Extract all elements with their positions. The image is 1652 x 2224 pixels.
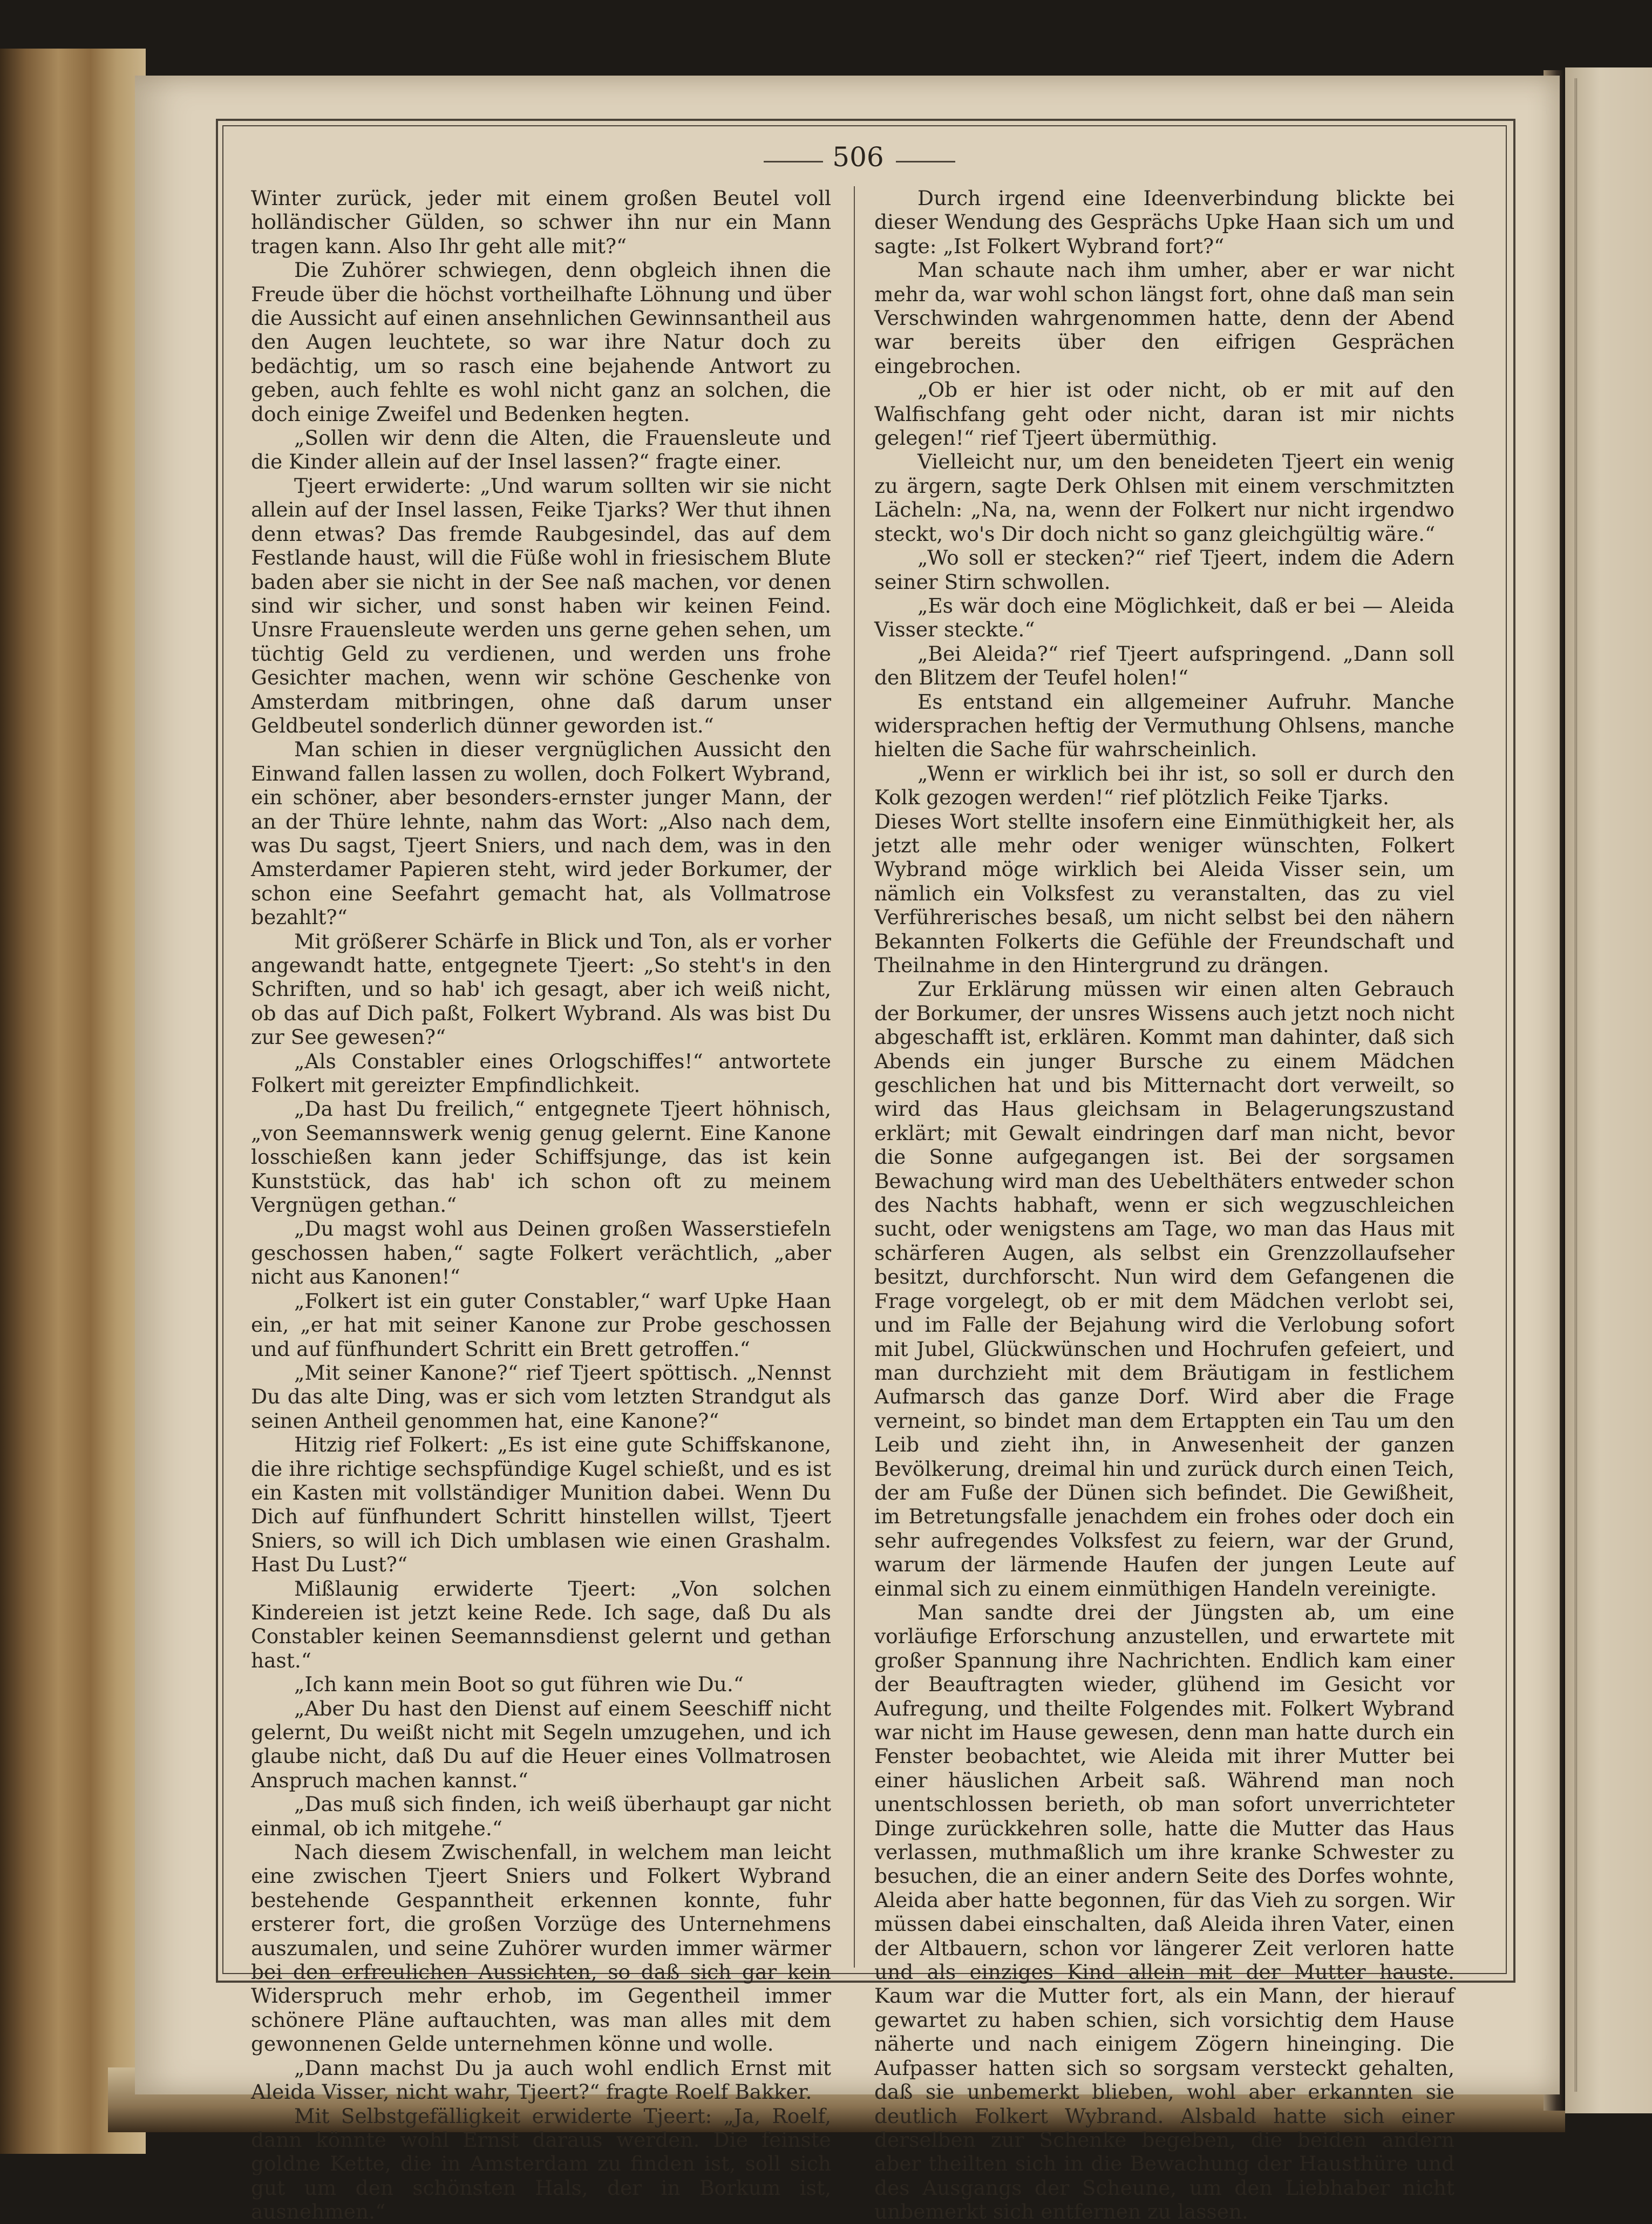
paragraph: „Als Constabler eines Orlogschiffes!“ antwortete Folkert mit gereizter Empfindlichkeit. <box>251 1049 831 1097</box>
paragraph: Dieses Wort stellte insofern eine Einmüthigkeit her, als jetzt alle mehr oder weniger wünschten, Folkert Wybrand möge wirklich bei Aleida Visser sein, um nämlich ein Volksfest zu veranstalten, das zu viel Verführerisches besaß, um nicht selbst bei den nähern Bekannten Folkerts die Gefühle der Freundschaft und Theilnahme in den Hintergrund zu drängen. <box>874 809 1454 977</box>
header-rule-left <box>764 161 823 162</box>
paragraph: „Bei Aleida?“ rief Tjeert aufspringend. „Dann soll den Blitzem der Teufel holen!“ <box>874 641 1454 690</box>
paragraph: Durch irgend eine Ideenverbindung blickte bei dieser Wendung des Gesprächs Upke Haan sich um und sagte: „Ist Folkert Wybrand fort?“ <box>874 186 1454 258</box>
paragraph: Vielleicht nur, um den beneideten Tjeert ein wenig zu ärgern, sagte Derk Ohlsen mit einem verschmitzten Lächeln: „Na, na, wenn der Folkert nur nicht irgendwo steckt, wo's Dir doch nicht so ganz gleichgültig wäre.“ <box>874 450 1454 546</box>
paragraph: Man schien in dieser vergnüglichen Aussicht den Einwand fallen lassen zu wollen, doch Folkert Wybrand, ein schöner, aber besonders-ernster junger Mann, der an der Thüre lehnte, nahm das Wort: „Also nach dem, was Du sagst, Tjeert Sniers, und nach dem, was in den Amsterdamer Papieren steht, wird jeder Borkumer, der schon eine Seefahrt gemacht hat, als Vollmatrose bezahlt?“ <box>251 737 831 930</box>
paragraph: „Folkert ist ein guter Constabler,“ warf Upke Haan ein, „er hat mit seiner Kanone zur Probe geschossen und auf fünfhundert Schritt ein Brett getroffen.“ <box>251 1289 831 1361</box>
paragraph: „Du magst wohl aus Deinen großen Wasserstiefeln geschossen haben,“ sagte Folkert verächtlich, „aber nicht aus Kanonen!“ <box>251 1217 831 1289</box>
paragraph: „Ich kann mein Boot so gut führen wie Du.“ <box>294 1672 744 1697</box>
paragraph: Mit größerer Schärfe in Blick und Ton, als er vorher angewandt hatte, entgegnete Tjeert: „So steht's in den Schriften, und so hab' ich gesagt, aber ich weiß nicht, ob das auf Dich paßt, Folkert Wybrand. Als was bist Du zur See gewesen?“ <box>251 929 831 1049</box>
paragraph: Man schaute nach ihm umher, aber er war nicht mehr da, war wohl schon längst fort, ohne daß man sein Verschwinden wahrgenommen hatte, denn der Abend war bereits über den eifrigen Gesprächen eingebrochen. <box>874 258 1454 378</box>
paragraph: Mit Selbstgefälligkeit erwiderte Tjeert: „Ja, Roelf, dann könnte wohl Ernst daraus werden. Die feinste goldne Kette, die in Amsterdam zu finden ist, soll sich gut um den schönsten Hals, der in Borkum ist, ausnehmen.“ <box>251 2104 831 2224</box>
paragraph: Es entstand ein allgemeiner Aufruhr. Manche widersprachen heftig der Vermuthung Ohlsens, manche hielten die Sache für wahrscheinlich. <box>874 689 1454 762</box>
facing-page <box>1565 67 1652 2113</box>
book-page-edges <box>0 49 146 2154</box>
right-column <box>874 186 1454 2224</box>
paragraph: Die Zuhörer schwiegen, denn obgleich ihnen die Freude über die höchst vortheilhafte Löhnung und über die Aussicht auf einen ansehnlichen Gewinnsantheil aus den Augen leuchtete, so war ihre Natur doch zu bedächtig, um so rasch eine bejahende Antwort zu geben, auch fehlte es wohl nicht ganz an solchen, die doch einige Zweifel und Bedenken hegten. <box>251 258 831 426</box>
paragraph: Nach diesem Zwischenfall, in welchem man leicht eine zwischen Tjeert Sniers und Folkert Wybrand bestehende Gespanntheit erkennen konnte, fuhr ersterer fort, die großen Vorzüge des Unternehmens auszumalen, und seine Zuhörer wurden immer wärmer bei den erfreulichen Aussichten, so daß sich gar kein Widerspruch mehr erhob, im Gegentheil immer schönere Pläne auftauchten, was man alles mit dem gewonnenen Gelde unternehmen könne und wolle. <box>251 1840 831 2056</box>
paragraph: „Wo soll er stecken?“ rief Tjeert, indem die Adern seiner Stirn schwollen. <box>874 546 1454 594</box>
facing-page-frame <box>1575 78 1652 2092</box>
left-column <box>251 186 831 2224</box>
paragraph: Mißlaunig erwiderte Tjeert: „Von solchen Kindereien ist jetzt keine Rede. Ich sage, daß Du als Constabler keinen Seemannsdienst gelernt und gethan hast.“ <box>251 1576 831 1672</box>
paragraph: Hitzig rief Folkert: „Es ist eine gute Schiffskanone, die ihre richtige sechspfündige Kugel schießt, und es ist ein Kasten mit vollständiger Munition dabei. Wenn Du Dich auf fünfhundert Schritt hinstellen willst, Tjeert Sniers, so will ich Dich umblasen wie einen Grashalm. Hast Du Lust?“ <box>251 1433 831 1577</box>
header-rule-right <box>896 161 955 162</box>
paragraph: „Dann machst Du ja auch wohl endlich Ernst mit Aleida Visser, nicht wahr, Tjeert?“ fragte Roelf Bakker. <box>251 2056 831 2104</box>
paragraph: „Aber Du hast den Dienst auf einem Seeschiff nicht gelernt, Du weißt nicht mit Segeln umzugehen, und ich glaube nicht, daß Du auf die Heuer eines Vollmatrosen Anspruch machen kannst.“ <box>251 1696 831 1792</box>
paragraph: „Wenn er wirklich bei ihr ist, so soll er durch den Kolk gezogen werden!“ rief plötzlich Feike Tjarks. <box>874 761 1454 810</box>
paragraph: „Es wär doch eine Möglichkeit, daß er bei — Aleida Visser steckte.“ <box>874 593 1454 642</box>
paragraph: „Das muß sich finden, ich weiß überhaupt gar nicht einmal, ob ich mitgehe.“ <box>251 1792 831 1840</box>
paragraph: „Da hast Du freilich,“ entgegnete Tjeert höhnisch, „von Seemannswerk wenig genug gelernt. Eine Kanone losschießen kann jeder Schiffsjunge, das ist kein Kunststück, das hab' ich schon oft zu meinem Vergnügen gethan.“ <box>251 1097 831 1217</box>
paragraph: Man sandte drei der Jüngsten ab, um eine vorläufige Erforschung anzustellen, und erwartete mit großer Spannung ihre Nachrichten. Endlich kam einer der Beauftragten wieder, glühend im Gesicht vor Aufregung, und theilte Folgendes mit. Folkert Wybrand war nicht im Hause gewesen, denn man hatte durch ein Fenster beobachtet, wie Aleida mit ihrer Mutter bei einer häuslichen Arbeit saß. Während man noch unentschlossen berieth, ob man sofort unverrichteter Dinge zurückkehren solle, hatte die Mutter das Haus verlassen, muthmaßlich um ihre kranke Schwester zu besuchen, die an einer andern Seite des Dorfes wohnte, Aleida aber hatte begonnen, für das Vieh zu sorgen. Wir müssen dabei einschalten, daß Aleida ihren Vater, einen der Altbauern, schon vor längerer Zeit verloren hatte und als einziges Kind allein mit der Mutter hauste. Kaum war die Mutter fort, als ein Mann, der hierauf gewartet zu haben schien, sich vorsichtig dem Hause näherte und nach einigem Zögern hineinging. Die Aufpasser hatten sich so sorgsam versteckt gehalten, daß sie unbemerkt blieben, wohl aber erkannten sie deutlich Folkert Wybrand. Alsbald hatte sich einer derselben zur Schenke begeben, die beiden andern aber theilten sich in die Bewachung der Hausthüre und des Ausgangs der Scheune, um den Liebhaber nicht unbemerkt sich entfernen zu lassen. <box>874 1600 1454 2224</box>
paragraph: Winter zurück, jeder mit einem großen Beutel voll holländischer Gülden, so schwer ihn nur ein Mann tragen kann. Also Ihr geht alle mit?“ <box>251 186 831 258</box>
paragraph: „Ob er hier ist oder nicht, ob er mit auf den Walfischfang geht oder nicht, daran ist mir nichts gelegen!“ rief Tjeert übermüthig. <box>874 378 1454 450</box>
paragraph: „Sollen wir denn die Alten, die Frauensleute und die Kinder allein auf der Insel lassen?“ fragte einer. <box>251 426 831 474</box>
paragraph: „Mit seiner Kanone?“ rief Tjeert spöttisch. „Nennst Du das alte Ding, was er sich vom letzten Strandgut als seinen Antheil genommen hat, eine Kanone?“ <box>251 1360 831 1433</box>
paragraph: Zur Erklärung müssen wir einen alten Gebrauch der Borkumer, der unsres Wissens auch jetzt noch nicht abgeschafft ist, erklären. Kommt man dahinter, daß sich Abends ein junger Bursche zu einem Mädchen geschlichen hat und bis Mitternacht dort verweilt, so wird das Haus gleichsam in Belagerungszustand erklärt; mit Gewalt eindringen darf man nicht, bevor die Sonne aufgegangen ist. Bei der sorgsamen Bewachung wird man des Uebelthäters entweder schon des Nachts habhaft, wenn er sich wegzuschleichen sucht, oder wenigstens am Tage, wo man das Haus mit schärferen Augen, als selbst ein Grenzzollaufseher besitzt, durchforscht. Nun wird dem Gefangenen die Frage vorgelegt, ob er mit dem Mädchen verlobt sei, und im Falle der Bejahung wird die Verlobung sofort mit Jubel, Glückwünschen und Hochrufen gefeiert, und man durchzieht mit dem Bräutigam in festlichem Aufmarsch das ganze Dorf. Wird aber die Frage verneint, so bindet man dem Ertappten ein Tau um den Leib und zieht ihn, in Anwesenheit der ganzen Bevölkerung, dreimal hin und zurück durch einen Teich, der am Fuße der Dünen sich befindet. Die Gewißheit, im Betretungsfalle jenachdem ein frohes oder doch ein sehr aufregendes Volksfest zu feiern, war der Grund, warum der lärmende Haufen der jungen Leute auf einmal sich zu einem einmüthigen Handeln vereinigte. <box>874 977 1454 1601</box>
page-number: 506 <box>832 141 884 173</box>
column-divider <box>854 186 855 1968</box>
paragraph: Tjeert erwiderte: „Und warum sollten wir sie nicht allein auf der Insel lassen, Feike Tjarks? Wer thut ihnen denn etwas? Das fremde Raubgesindel, das auf dem Festlande haust, will die Füße wohl in friesischem Blute baden aber sie nicht in der See naß machen, vor denen sind wir sicher, und sonst haben wir keinen Feind. Unsre Frauensleute werden uns gerne gehen sehen, um tüchtig Geld zu verdienen, und werden uns frohe Gesichter machen, wenn wir schöne Geschenke von Amsterdam mitbringen, ohne daß darum unser Geldbeutel sonderlich dünner geworden ist.“ <box>251 473 831 737</box>
